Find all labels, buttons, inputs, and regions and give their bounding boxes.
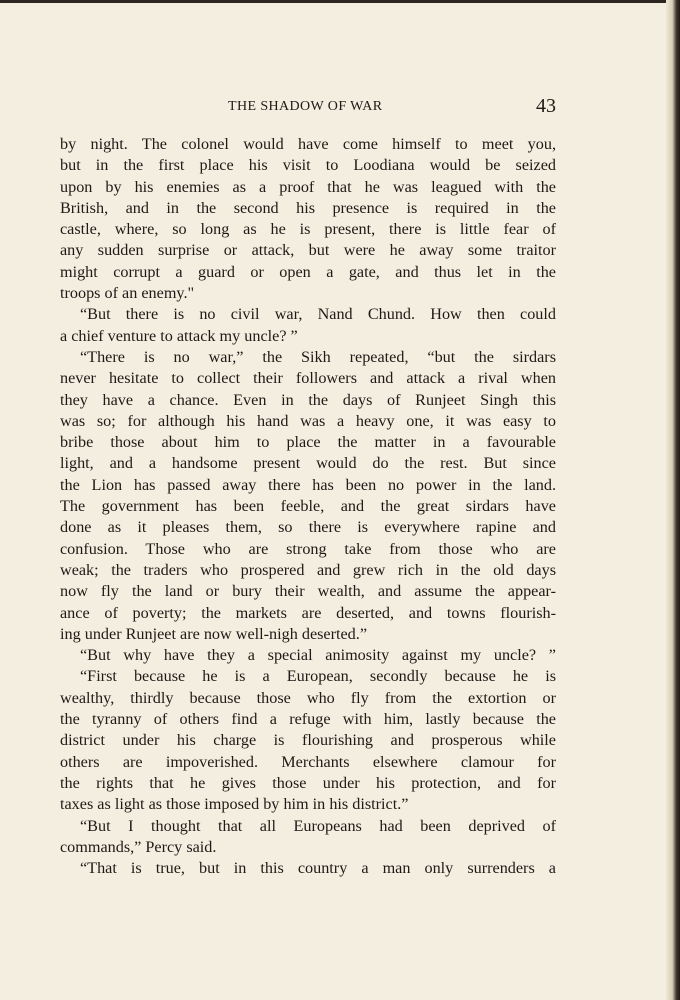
text-line: was so; for although his hand was a heavy one, it was easy to — [60, 411, 556, 430]
text-line: wealthy, thirdly because those who fly from the extortion or — [60, 688, 556, 707]
text-line: now fly the land or bury their wealth, and assume the appear- — [60, 582, 556, 601]
text-line: a chief venture to attack my uncle? ” — [60, 326, 298, 345]
text-line: castle, where, so long as he is present, there is little fear of — [60, 220, 556, 239]
text-line: The government has been feeble, and the great sirdars have — [60, 497, 556, 516]
text-line: never hesitate to collect their followers and attack a rival when — [60, 369, 556, 388]
text-line: taxes as light as those imposed by him in his district.” — [60, 795, 409, 814]
page-binding-edge — [666, 0, 680, 1000]
text-line: weak; the traders who prospered and grew rich in the old days — [60, 560, 556, 579]
text-line: confusion. Those who are strong take from those who are — [60, 539, 556, 558]
text-line: commands,” Percy said. — [60, 837, 217, 856]
text-line: ance of poverty; the markets are deserted, and towns flourish- — [60, 603, 556, 622]
body-text — [60, 134, 556, 879]
text-line: upon by his enemies as a proof that he was leagued with the — [60, 177, 556, 196]
text-line: by night. The colonel would have come himself to meet you, — [60, 135, 556, 153]
text-line: done as it pleases them, so there is everywhere rapine and — [60, 518, 556, 537]
text-line: British, and in the second his presence is required in the — [60, 198, 556, 217]
text-line: bribe those about him to place the matter in a favourable — [60, 433, 556, 452]
text-line: “That is true, but in this country a man only surrenders a — [80, 859, 556, 878]
text-line: they have a chance. Even in the days of Runjeet Singh this — [60, 390, 556, 409]
text-line: “First because he is a European, secondly because he is — [80, 667, 556, 686]
page-top-edge — [0, 0, 680, 3]
running-head — [0, 95, 556, 119]
text-line: ing under Runjeet are now well-nigh deserted.” — [60, 624, 368, 643]
text-line: light, and a handsome present would do the rest. But since — [60, 454, 556, 473]
text-line: but in the first place his visit to Loodiana would be seized — [60, 156, 556, 175]
text-line: the rights that he gives those under his protection, and for — [60, 773, 556, 792]
text-line: district under his charge is flourishing and prosperous while — [60, 731, 556, 750]
text-line: “But there is no civil war, Nand Chund. How then could — [80, 305, 556, 324]
running-title: THE SHADOW OF WAR — [228, 99, 383, 114]
text-line: “But why have they a special animosity against my uncle? ” — [80, 646, 556, 665]
text-line: others are impoverished. Merchants elsewhere clamour for — [60, 752, 556, 771]
text-line: the tyranny of others find a refuge with him, lastly because the — [60, 710, 556, 729]
text-line: might corrupt a guard or open a gate, and thus let in the — [60, 262, 556, 281]
text-line: troops of an enemy." — [60, 284, 195, 303]
page-number: 43 — [536, 95, 556, 117]
text-line: the Lion has passed away there has been no power in the land. — [60, 475, 556, 494]
text-line: “But I thought that all Europeans had been deprived of — [80, 816, 556, 835]
text-line: any sudden surprise or attack, but were he away some traitor — [60, 241, 556, 260]
text-line: “There is no war,” the Sikh repeated, “but the sirdars — [80, 347, 556, 366]
